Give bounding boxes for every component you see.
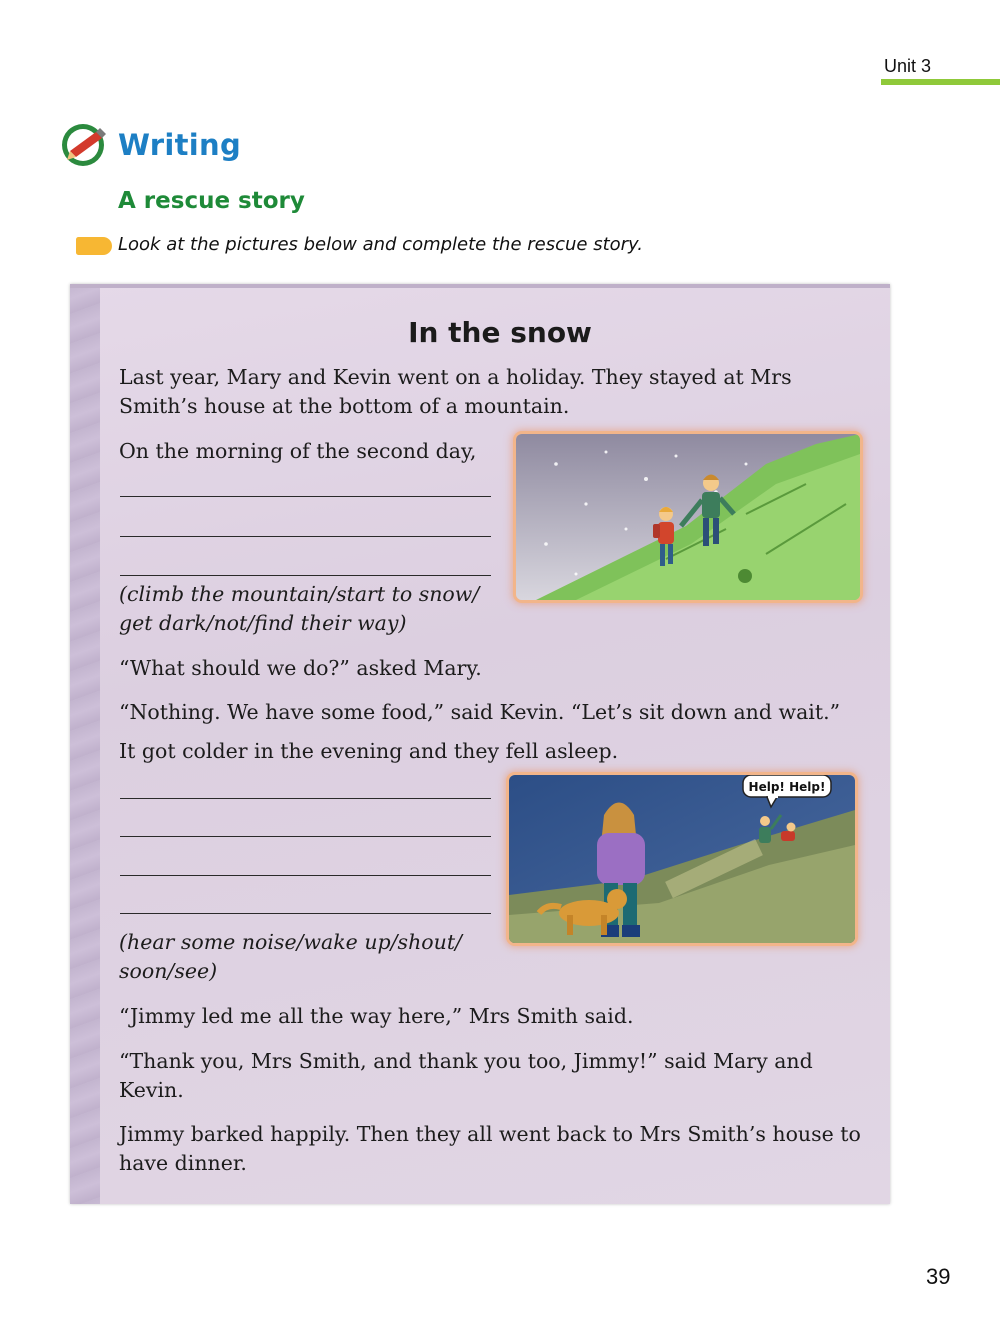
- answer-line-1[interactable]: [120, 496, 491, 497]
- answer-line-6[interactable]: [120, 875, 491, 876]
- answer-line-4[interactable]: [120, 798, 491, 799]
- picture-rescue-scene: [509, 775, 855, 943]
- section-subtitle: A rescue story: [118, 188, 305, 214]
- story-para1-line2: Smith’s house at the bottom of a mountain.: [119, 394, 570, 418]
- pencil-icon: [58, 120, 112, 168]
- hint-2-line1: (hear some noise/wake up/shout/: [119, 930, 462, 954]
- hint-2-line2: soon/see): [119, 959, 218, 983]
- instruction-text: Look at the pictures below and complete the rescue story.: [118, 234, 644, 255]
- answer-line-7[interactable]: [120, 913, 491, 914]
- hint-1-line2: get dark/not/find their way): [119, 611, 407, 635]
- panel-decorative-stripe: [70, 284, 100, 1204]
- answer-line-5[interactable]: [120, 836, 491, 837]
- speech-bubble-text: Help! Help!: [748, 780, 826, 794]
- story-dialogue-4-line2: Kevin.: [119, 1078, 184, 1102]
- section-title: Writing: [118, 128, 242, 162]
- instruction-marker-icon: [76, 237, 112, 255]
- story-dialogue-3: “Jimmy led me all the way here,” Mrs Smith said.: [119, 1004, 634, 1028]
- story-para1-line1: Last year, Mary and Kevin went on a holiday. They stayed at Mrs: [119, 365, 792, 389]
- story-ending-line2: have dinner.: [119, 1151, 247, 1175]
- unit-label: Unit 3: [884, 56, 932, 76]
- story-ending-line1: Jimmy barked happily. Then they all went back to Mrs Smith’s house to: [119, 1122, 861, 1146]
- answer-line-2[interactable]: [120, 536, 491, 537]
- rescue-illustration: [509, 775, 855, 943]
- answer-line-3[interactable]: [120, 575, 491, 576]
- story-title: In the snow: [408, 316, 592, 349]
- story-narration-1: It got colder in the evening and they fell asleep.: [119, 739, 619, 763]
- hint-1-line1: (climb the mountain/start to snow/: [119, 582, 480, 606]
- panel-top-border: [70, 284, 890, 288]
- story-dialogue-4-line1: “Thank you, Mrs Smith, and thank you too, Jimmy!” said Mary and: [119, 1049, 813, 1073]
- story-dialogue-1: “What should we do?” asked Mary.: [119, 656, 482, 680]
- picture-climbing-mountain: [516, 434, 860, 600]
- unit-bar: [881, 79, 1000, 85]
- story-para2-intro: On the morning of the second day,: [119, 439, 477, 463]
- climbing-illustration: [516, 434, 860, 600]
- page-number: 39: [926, 1264, 951, 1289]
- story-dialogue-2: “Nothing. We have some food,” said Kevin. “Let’s sit down and wait.”: [119, 700, 841, 724]
